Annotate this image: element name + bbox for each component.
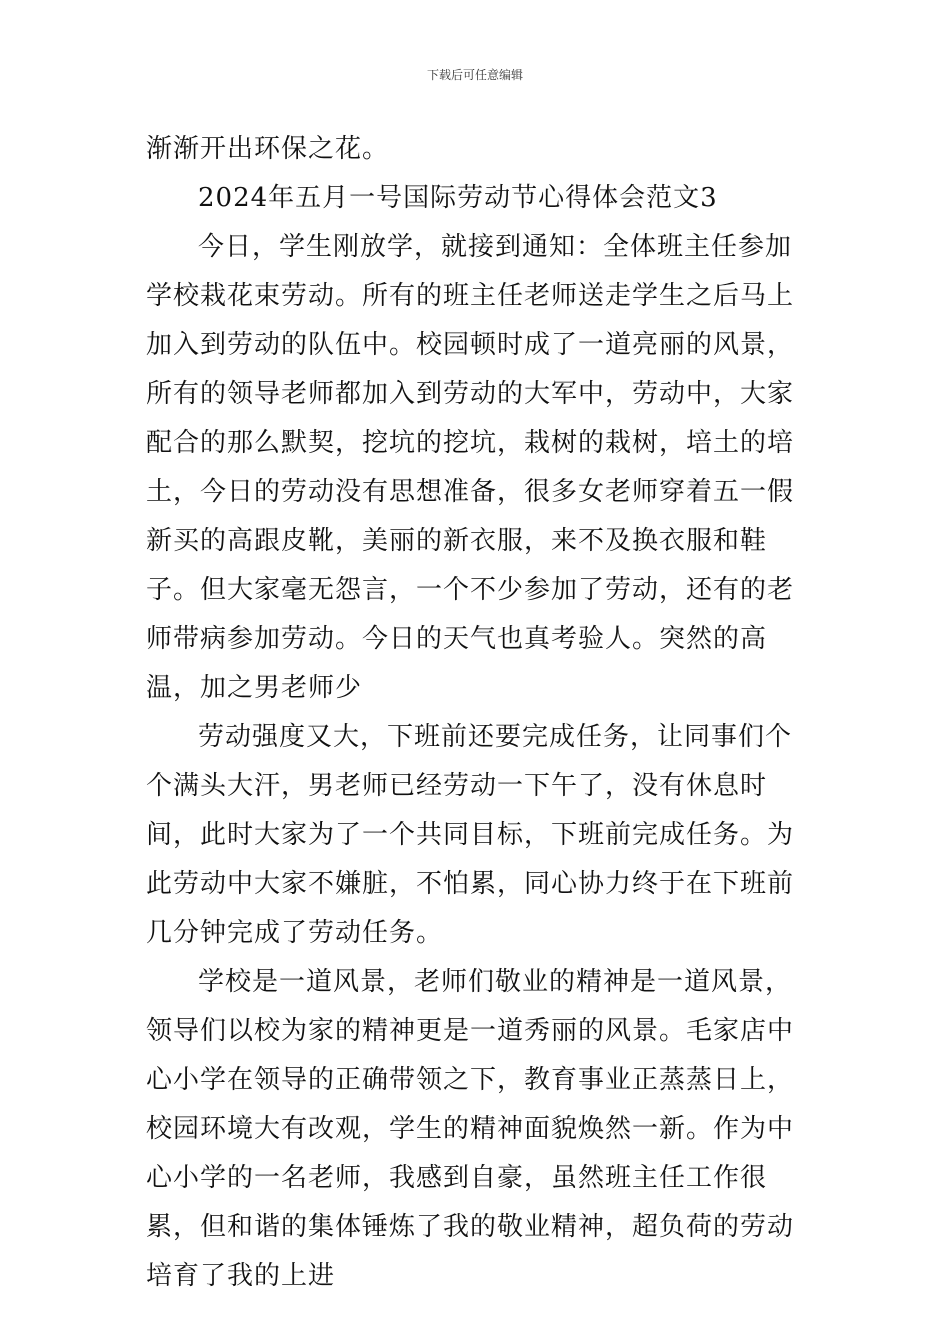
paragraph: 劳动强度又大，下班前还要完成任务，让同事们个个满头大汗，男老师已经劳动一下午了，没有休息时间，此时大家为了一个共同目标，下班前完成任务。为此劳动中大家不嫌脏，不怕累，同心协力终于在下班前几分钟完成了劳动任务。 [146, 722, 795, 948]
paragraph: 学校是一道风景，老师们敬业的精神是一道风景，领导们以校为家的精神更是一道秀丽的风景。毛家店中心小学在领导的正确带领之下，教育事业正蒸蒸日上，校园环境大有改观，学生的精神面貌焕然一新。作为中心小学的一名老师，我感到自豪，虽然班主任工作很累，但和谐的集体锤炼了我的敬业精神，超负荷的劳动培育了我的上进 [146, 967, 795, 1291]
paragraph-continuation: 渐渐开出环保之花。 [146, 134, 390, 164]
section-heading: 2024年五月一号国际劳动节心得体会范文3 [198, 183, 718, 213]
paragraph: 今日，学生刚放学，就接到通知：全体班主任参加学校栽花束劳动。所有的班主任老师送走学生之后马上加入到劳动的队伍中。校园顿时成了一道亮丽的风景，所有的领导老师都加入到劳动的大军中，劳动中，大家配合的那么默契，挖坑的挖坑，栽树的栽树，培土的培土，今日的劳动没有思想准备，很多女老师穿着五一假新买的高跟皮靴，美丽的新衣服，来不及换衣服和鞋子。但大家毫无怨言，一个不少参加了劳动，还有的老师带病参加劳动。今日的天气也真考验人。突然的高温，加之男老师少 [146, 232, 795, 703]
page-header-note: 下载后可任意编辑 [426, 68, 523, 82]
document-body [146, 125, 806, 1301]
